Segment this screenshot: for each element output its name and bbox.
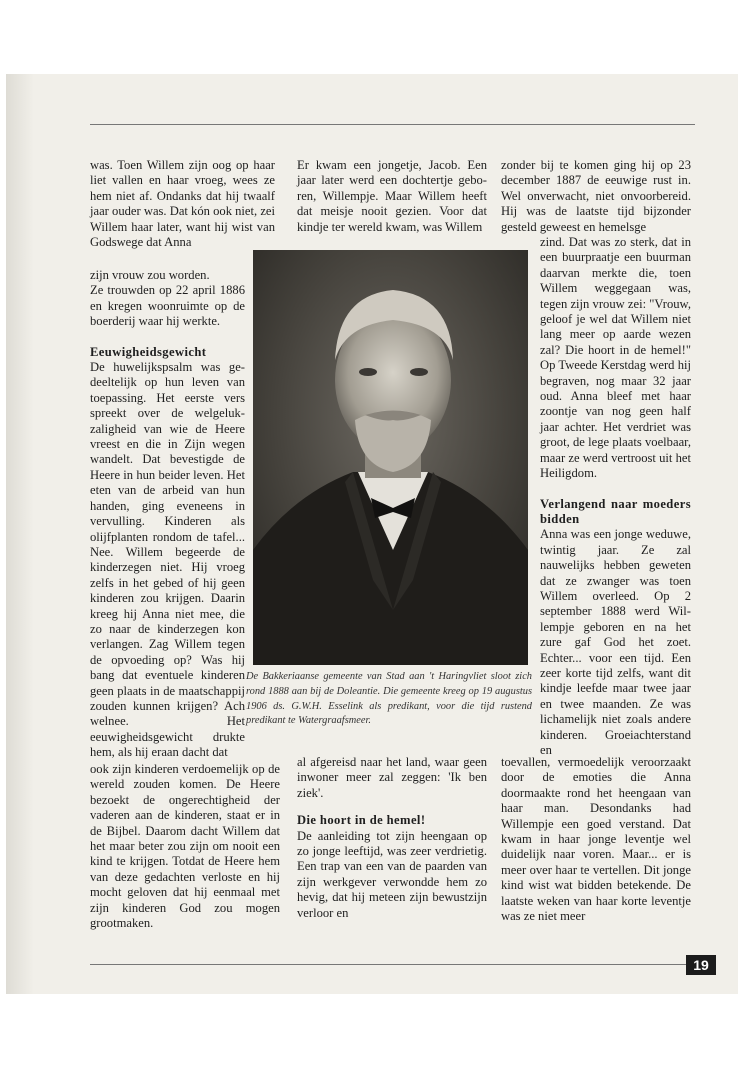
bottom-rule xyxy=(90,964,686,965)
col3-top-text: zonder bij te komen ging hij op 23 december 1887 de eeuwige rust in. Wel onverwacht, niet onvoorbereid. Hij was de laatste tijd bijzonder gesteld geweest en hemelsge xyxy=(501,158,691,234)
col2-top-text: Er kwam een jongetje, Jacob. Een jaar later werd een dochtertje geboren, Willempje. Maar Willem heeft dat meisje nooit gezien. Voor dat kindje ter wereld kwam, was Willem xyxy=(297,158,487,234)
col3-paragraph-3: toevallen, vermoedelijk veroorzaakt door de emoties die Anna doormaakte rond het heengaan van haar man. Desondanks had Willempje een goed verstand. Dat kwam in haar jonge leventje wel duidelijk naar voren. Maar... er is meer over haar te vertellen. Dit jonge kind wist wat bidden betekende. De laatste weken van haar korte leventje was ze niet meer xyxy=(501,755,691,924)
col1-top-text: was. Toen Willem zijn oog op haar liet vallen en haar vroeg, wees ze hem niet af. Ondanks dat hij twaalf jaar ouder was. Dat kón ook niet, zei Willem haar later, want hij wist van Godswege dat Anna xyxy=(90,158,275,250)
col1-paragraph-1: zijn vrouw zou worden. xyxy=(90,268,210,282)
column-3-wrap xyxy=(540,235,691,758)
col2-paragraph-1: al afgereisd naar het land, waar geen inwoner meer zal zeggen: 'Ik ben ziek'. xyxy=(297,755,487,800)
column-3-top xyxy=(501,158,691,235)
col1-paragraph-3: De huwelijkspsalm was gedeeltelijk op hun leven van toepassing. Het eerste vers spreekt over de welgelukzaligheid van wie de Heere vreest en die in Zijn wegen wandelt. Dat bevestigde de Heere in hun beider leven. Het eten van de arbeid van hun handen, ging eveneens in vervulling. Kinderen als olijfplanten rondom de tafel... Nee. Willem begeerde de kinderzegen niet. Hij vroeg zelfs in het gebed of hij geen kinderen zou krijgen. Daarin kreeg hij Anna niet mee, die zo naar de kinderzegen kon verlangen. Zag Willem tegen de opvoeding op? Was hij bang dat eventuele kinderen geen plaats in de maatschappij zouden kunnen krijgen? Ach welnee. Het eeuwigheidsgewicht drukte hem, als hij eraan dacht dat xyxy=(90,360,245,760)
photo-caption-text: De Bakkeriaanse gemeente van Stad aan 't Haringvliet sloot zich rond 1888 aan bij de Doleantie. Die gemeente kreeg op 19 augustus 1906 ds. G.W.H. Esselink als predikant, voor die tijd rustend predikant te Watergraafsmeer. xyxy=(246,671,532,727)
heading-die-hoort-in-de-hemel: Die hoort in de hemel! xyxy=(297,813,426,828)
page-number: 19 xyxy=(686,955,716,975)
column-2-bottom xyxy=(297,755,487,921)
heading-verlangend-naar-moeders-bidden: Verlangend naar moeders bidden xyxy=(540,496,691,526)
col2-paragraph-2: De aanleiding tot zijn heengaan op zo jonge leeftijd, was zeer verdrietig. Een trap van een van de paarden van zijn werkgever verwondde hem zo hevig, dat hij meteen zijn bewustzijn verloor en xyxy=(297,828,487,920)
portrait-illustration xyxy=(253,250,528,665)
col3-paragraph-2: Anna was een jonge weduwe, twintig jaar. Ze zal nauwelijks hebben geweten dat ze zwanger was toen Willem overleed. Op 2 september 1888 werd Willempje geboren en na het zure gaf God het zoet. Echter... voor een tijd. Een zeer korte tijd zelfs, want dit kindje leefde maar twee jaar en twee maanden. Ze was lichamelijk niet zoals andere kinderen. Groeiachterstand en xyxy=(540,527,691,757)
column-1-bottom xyxy=(90,762,280,931)
col3-paragraph-1: zind. Dat was zo sterk, dat in een buurpraatje een buurman daarvan merkte die, toen Willem weggegaan was, tegen zijn vrouw zei: "Vrouw, geloof je wel dat Willem niet lang meer op aarde wezen zal? Die hoort in de hemel!" Op Tweede Kerstdag werd hij begraven, nog maar 32 jaar oud. Anna bleef met haar zoontje van nog geen half jaar achter. Het verdriet was groot, de lege plaats voelbaar, maar ze werd vertroost uit het Heiligdom. xyxy=(540,235,691,481)
portrait-photo xyxy=(253,250,528,665)
heading-eeuwigheidsgewicht: Eeuwigheidsgewicht xyxy=(90,344,207,359)
column-2-top xyxy=(297,158,487,235)
column-1-wrap xyxy=(90,268,245,761)
photo-caption xyxy=(246,670,532,729)
column-1-top xyxy=(90,158,275,250)
col1-paragraph-4: ook zijn kinderen verdoemelijk op de wereld zouden komen. De Heere bezoekt de ongerechtigheid der vaderen aan de kinderen, staat er in de Bijbel. Daarom dacht Willem dat het maar beter zou zijn om nooit een kind te krijgen. Totdat de Heere hem van deze gedachten verloste en hij mocht geloven dat hij eenmaal met zijn kinderen God zou mogen grootmaken. xyxy=(90,762,280,931)
page-spine-shadow xyxy=(6,74,34,994)
col1-paragraph-2: Ze trouwden op 22 april 1886 en kregen woonruimte op de boerderij waar hij werkte. xyxy=(90,283,245,329)
top-rule xyxy=(90,124,695,125)
column-3-bottom xyxy=(501,755,691,924)
